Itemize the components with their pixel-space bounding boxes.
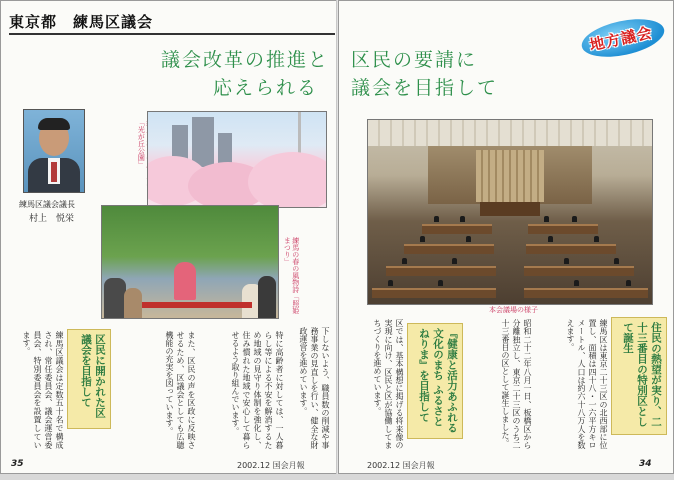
body-text-col-4: 練馬区議会は定数五十名で構成され、常任委員会、議会運営委員会、特別委員会を設置しています。: [22, 331, 64, 449]
blossom-caption: 「光が丘公園」: [137, 119, 146, 168]
page-number-right: 34: [639, 459, 652, 469]
portrait-caption-title: 練馬区議会議長: [19, 200, 75, 209]
headline-line-1: 議会改革の推進と: [161, 49, 330, 71]
headline-line-3: 区民の要請に: [351, 49, 478, 71]
footer-left: 2002.12 国会月報: [237, 461, 305, 470]
cherry-blossom-photo: [147, 111, 327, 208]
local-assembly-badge: [579, 17, 667, 57]
chairman-portrait: [23, 109, 85, 193]
section-heading-vision: 『健康と活力あふれる文化のまち ふるさとねりま』を目指して: [407, 323, 463, 439]
left-page: [0, 0, 338, 474]
body-text-col-3: また、区民の声を区政に反映させるため、区議会としても広聴機能の充実を図っています。: [165, 331, 196, 449]
body-text-col-1: 下しないよう、職員数の削減や事務事業の見直しを行い、健全な財政運営を進めています。: [299, 327, 330, 449]
body-text-col-2: 特に高齢者に対しては、一人暮らし等による不安を解消するため地域の見守り体制を強化し、住み慣れた地域で安心して暮らせるよう取り組んでいます。: [231, 331, 284, 449]
section-heading-birth: 住民の熱望が実り、二十三番目の特別区として誕生: [611, 317, 667, 435]
section-heading-open-council: 区民に開かれた区議会を目指して: [67, 329, 111, 429]
right-body-col-1: 練馬区は東京二十三区の北西部に位置し、面積は四十八・一六平方キロメートル、人口は約六十八万人を数えます。: [566, 319, 608, 449]
festival-caption: 練馬の春の風物詩「照姫まつり」: [283, 237, 300, 314]
header-rule: [9, 33, 335, 35]
badge-text: 地方議会: [587, 23, 655, 55]
headline-line-2: 応えられる: [213, 77, 319, 99]
headline-line-4: 議会を目指して: [351, 77, 499, 99]
header-title: 東京都 練馬区議会: [9, 13, 154, 31]
chamber-caption: 本会議場の様子: [489, 306, 538, 314]
right-page: [338, 0, 674, 474]
festival-photo: [101, 205, 279, 319]
assembly-chamber-photo: [367, 119, 653, 305]
portrait-caption-name: 村上 悦栄: [29, 214, 75, 224]
right-body-col-3: 区では、基本構想に掲げる将来像の実現に向け、区民と区が協働してまちづくりを進めています。: [373, 319, 404, 449]
footer-right: 2002.12 国会月報: [367, 461, 435, 470]
page-number-left: 35: [11, 459, 24, 469]
right-body-col-2: 昭和二十二年八月一日、板橋区から分離独立し、東京二十三区のうち二十三番目の区として誕生しました。: [501, 319, 532, 449]
